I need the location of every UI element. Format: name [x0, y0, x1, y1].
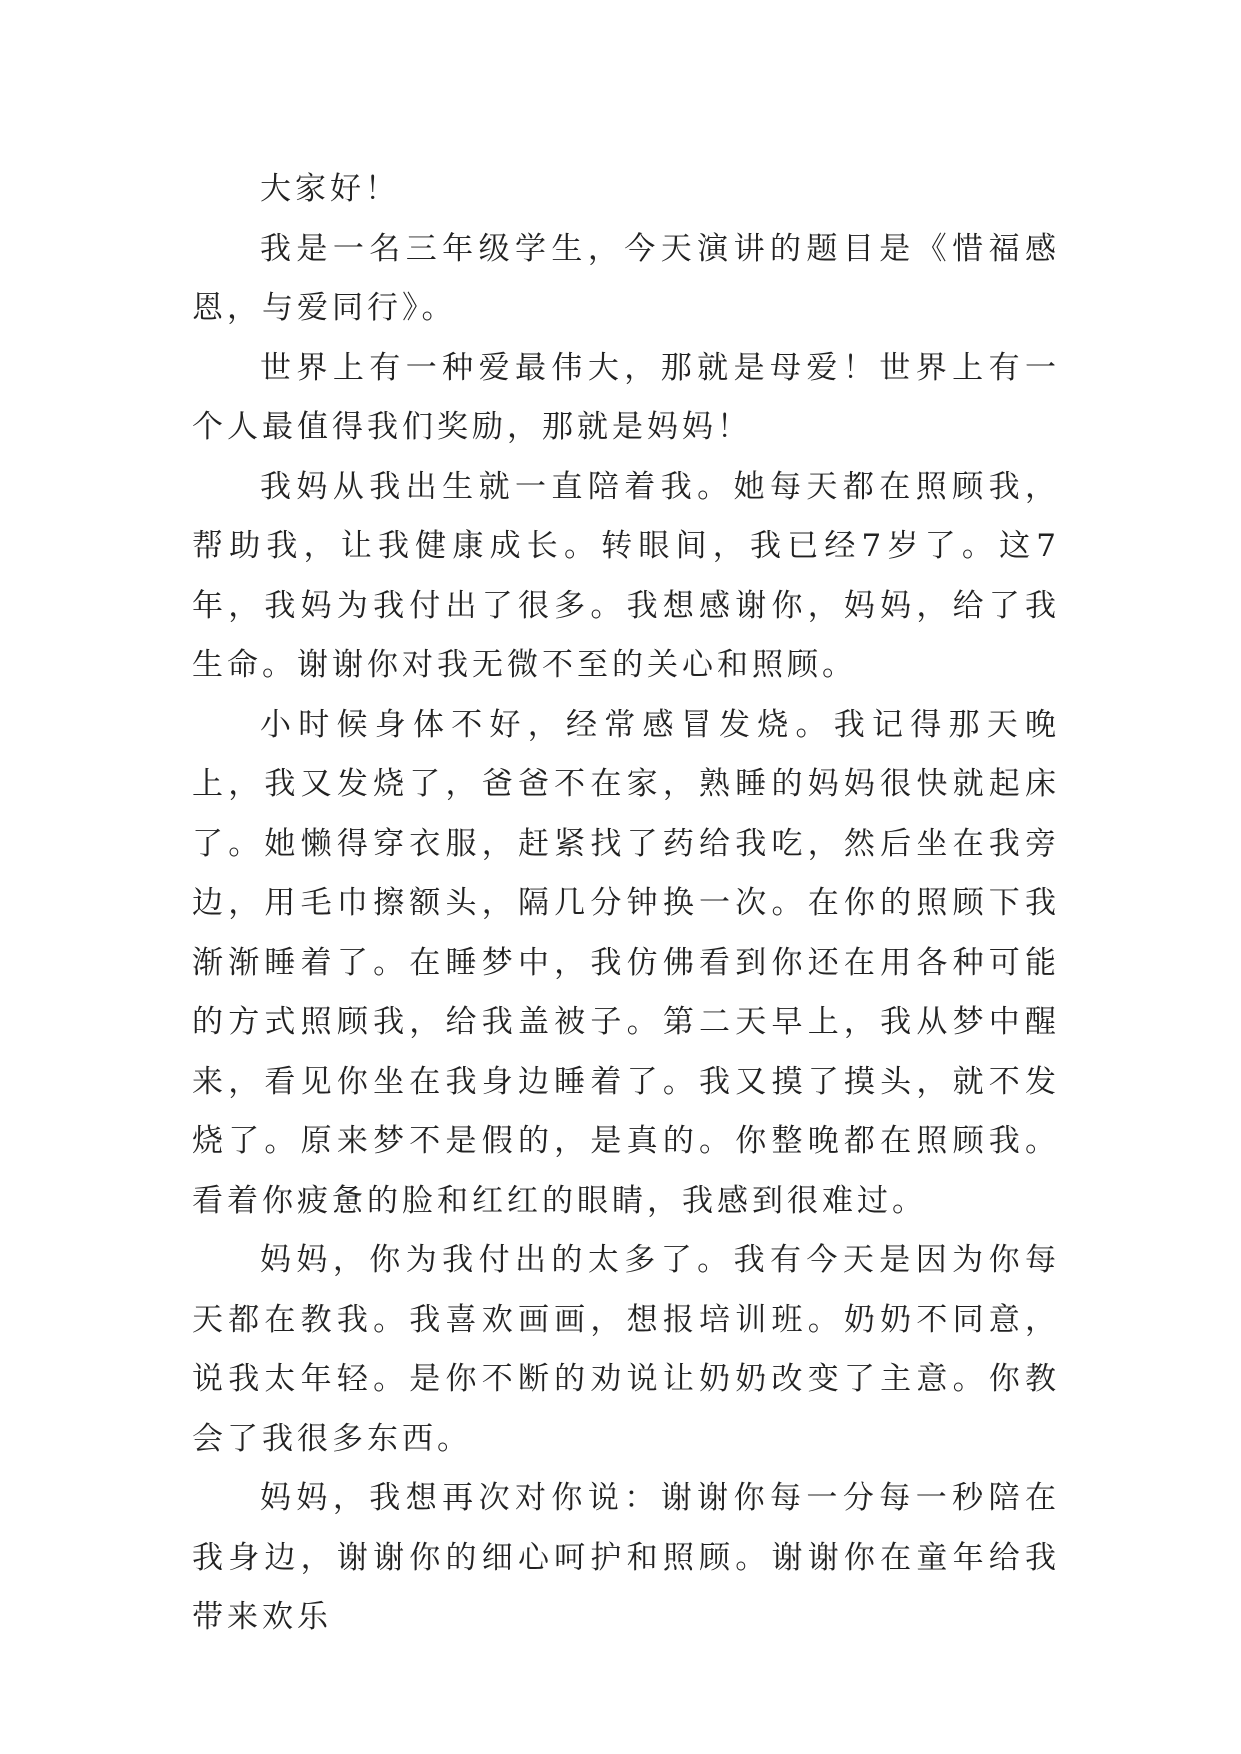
paragraph-mother-love: 世界上有一种爱最伟大，那就是母爱！世界上有一个人最值得我们奖励，那就是妈妈！ [192, 349, 1060, 445]
paragraph-drawing-class: 妈妈，你为我付出的太多了。我有今天是因为你每天都在教我。我喜欢画画，想报培训班。奶奶不同意，说我太年轻。是你不断的劝说让奶奶改变了主意。你教会了我很多东西。 [192, 1242, 1060, 1457]
paragraph-intro: 我是一名三年级学生，今天演讲的题目是《惜福感恩，与爱同行》。 [192, 230, 1060, 326]
speech-text [192, 160, 1060, 1648]
paragraph-fever-story: 小时候身体不好，经常感冒发烧。我记得那天晚上，我又发烧了，爸爸不在家，熟睡的妈妈很快就起床了。她懒得穿衣服，赶紧找了药给我吃，然后坐在我旁边，用毛巾擦额头，隔几分钟换一次。在你的照顾下我渐渐睡着了。在睡梦中，我仿佛看到你还在用各种可能的方式照顾我，给我盖被子。第二天早上，我从梦中醒来，看见你坐在我身边睡着了。我又摸了摸头，就不发烧了。原来梦不是假的，是真的。你整晚都在照顾我。看着你疲惫的脸和红红的眼睛，我感到很难过。 [192, 706, 1060, 1219]
paragraph-greeting: 大家好！ [260, 171, 400, 207]
paragraph-thanks: 妈妈，我想再次对你说：谢谢你每一分每一秒陪在我身边，谢谢你的细心呵护和照顾。谢谢你在童年给我带来欢乐 [192, 1480, 1060, 1635]
paragraph-growing-up: 我妈从我出生就一直陪着我。她每天都在照顾我，帮助我，让我健康成长。转眼间，我已经7岁了。这7年，我妈为我付出了很多。我想感谢你，妈妈，给了我生命。谢谢你对我无微不至的关心和照顾。 [192, 468, 1060, 683]
